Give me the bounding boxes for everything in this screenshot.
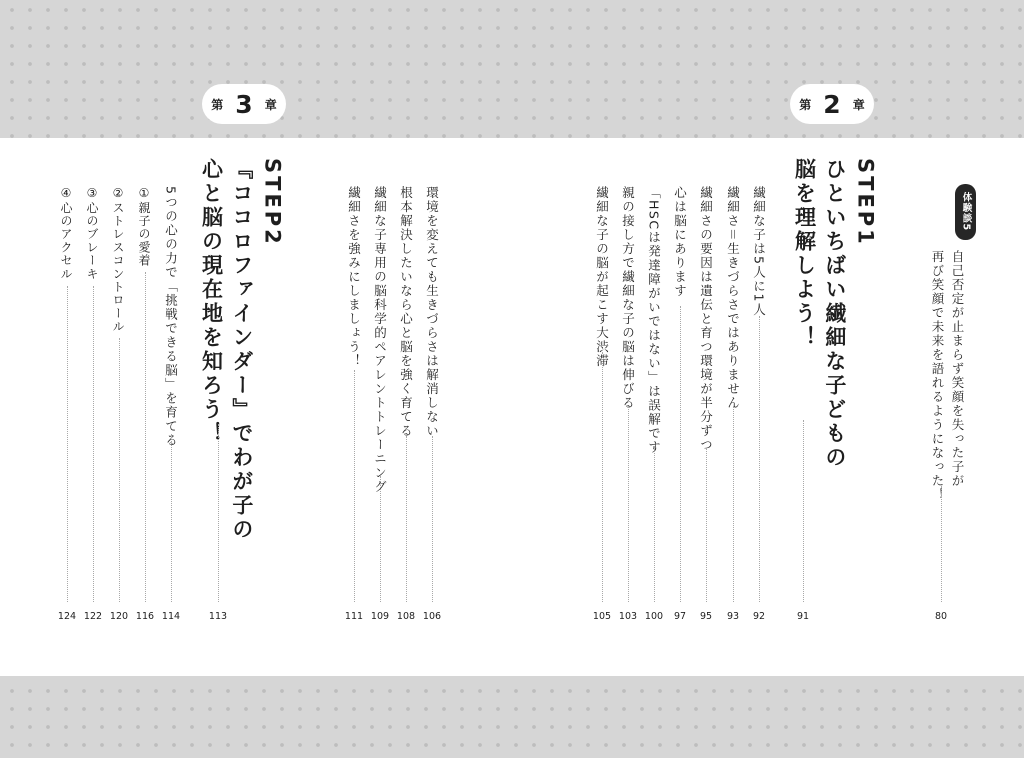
leader-line xyxy=(67,286,68,602)
toc-entry[interactable]: ②ストレスコントロール xyxy=(111,186,125,334)
story-page: 80 xyxy=(934,611,948,622)
step1-page: 91 xyxy=(796,611,810,622)
chapter-number: 3 xyxy=(235,89,253,119)
leader-line xyxy=(759,316,760,602)
leader-line xyxy=(654,446,655,602)
leader-line xyxy=(602,352,603,602)
story-badge-label: 体験談5 xyxy=(960,192,972,232)
toc-entry[interactable]: 繊細さを強みにしましょう！ xyxy=(346,186,362,368)
toc-page: 97 xyxy=(673,611,687,622)
chapter-suffix: 章 xyxy=(264,97,277,112)
leader-line xyxy=(380,476,381,602)
toc-page: 124 xyxy=(57,611,77,622)
toc-entry[interactable]: 親の接し方で繊細な子の脳は伸びる xyxy=(620,186,636,410)
leader-line xyxy=(93,286,94,602)
toc-page: 122 xyxy=(83,611,103,622)
toc-entry[interactable]: ④心のアクセル xyxy=(59,186,73,281)
top-decorative-band xyxy=(0,0,1024,138)
leader-line xyxy=(218,424,219,602)
toc-page: 114 xyxy=(161,611,181,622)
leader-line xyxy=(145,272,146,602)
toc-entry[interactable]: 繊細な子は5人に1人 xyxy=(751,186,767,317)
toc-page: 111 xyxy=(344,611,364,622)
leader-line xyxy=(354,370,355,602)
leader-line xyxy=(941,486,942,602)
leader-line xyxy=(803,420,804,602)
toc-page: 100 xyxy=(644,611,664,622)
chapter-3-badge xyxy=(202,84,286,124)
chapter-2-badge xyxy=(790,84,874,124)
toc-page: 103 xyxy=(618,611,638,622)
leader-line xyxy=(432,436,433,602)
toc-entry[interactable]: ①親子の愛着 xyxy=(137,186,151,268)
toc-entry[interactable]: 「HSCは発達障がいではない」は誤解です xyxy=(646,186,662,455)
toc-entry[interactable]: 繊細な子専用の脳科学的ペアレントトレーニング xyxy=(372,186,388,494)
toc-entry[interactable]: 心は脳にあります xyxy=(672,186,688,298)
toc-entry[interactable]: 5つの心の力で「挑戦できる脳」を育てる xyxy=(163,186,179,448)
chapter-number: 2 xyxy=(823,89,841,119)
chapter-prefix: 第 xyxy=(211,97,224,112)
toc-entry[interactable]: 環境を変えても生きづらさは解消しない xyxy=(424,186,440,438)
step2-heading[interactable]: STEP2 『ココロファインダー』でわが子の 心と脳の現在地を知ろう！ xyxy=(199,158,285,542)
step1-heading[interactable]: STEP1 ひといちばい繊細な子どもの 脳を理解しよう！ xyxy=(792,158,878,470)
toc-page: 116 xyxy=(135,611,155,622)
leader-line xyxy=(628,406,629,602)
leader-line xyxy=(119,338,120,602)
story-title[interactable]: 自己否定が止まらず笑顔を失った子が 再び笑顔で未来を語れるようになった！ xyxy=(930,250,965,502)
chapter-prefix: 第 xyxy=(799,97,812,112)
toc-page: 92 xyxy=(752,611,766,622)
leader-line xyxy=(406,436,407,602)
toc-page: 105 xyxy=(592,611,612,622)
toc-entry[interactable]: 繊細さ＝生きづらさではありません xyxy=(725,186,741,411)
leader-line xyxy=(706,448,707,602)
leader-line xyxy=(733,406,734,602)
bottom-decorative-band xyxy=(0,676,1024,758)
toc-page: 120 xyxy=(109,611,129,622)
toc-entry[interactable]: 繊細な子の脳が起こす大渋滞 xyxy=(594,186,610,368)
toc-page: 109 xyxy=(370,611,390,622)
step2-page: 113 xyxy=(208,611,228,622)
story-badge xyxy=(955,184,976,240)
chapter-suffix: 章 xyxy=(852,97,865,112)
toc-entry[interactable]: ③心のブレーキ xyxy=(85,186,99,281)
leader-line xyxy=(171,434,172,602)
toc-page: 95 xyxy=(699,611,713,622)
leader-line xyxy=(680,306,681,602)
toc-entry[interactable]: 繊細さの要因は遺伝と育つ環境が半分ずつ xyxy=(698,186,714,452)
toc-page: 108 xyxy=(396,611,416,622)
toc-page: 106 xyxy=(422,611,442,622)
toc-page: 93 xyxy=(726,611,740,622)
toc-entry[interactable]: 根本解決したいなら心と脳を強く育てる xyxy=(398,186,414,438)
